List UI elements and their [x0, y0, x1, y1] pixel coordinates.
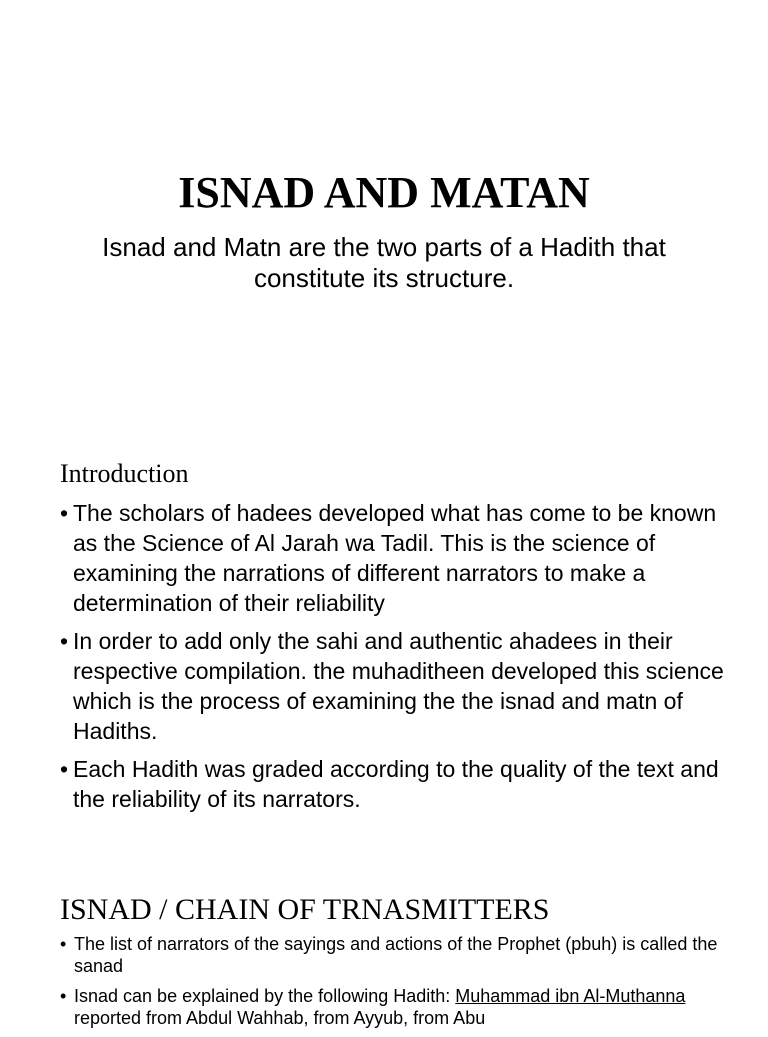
bullet-icon: • [60, 628, 69, 654]
list-item [60, 985, 740, 1029]
bullet-icon: • [60, 756, 69, 782]
list-item [60, 933, 740, 977]
bullet-icon: • [60, 986, 67, 1006]
list-item [60, 498, 740, 618]
bullet-icon: • [60, 934, 67, 954]
isnad-bullet-list [60, 933, 740, 1037]
introduction-heading: Introduction [60, 459, 189, 488]
list-item [60, 626, 740, 746]
bullet-text: Each Hadith was graded according to the quality of the text and the reliability of its narrators. [73, 756, 719, 812]
bullet-text: In order to add only the sahi and authentic ahadees in their respective compilation. the muhaditheen developed this science which is the process of examining the the isnad and matn of Hadiths. [73, 628, 724, 744]
title-slide [0, 0, 768, 440]
narrator-link[interactable]: Muhammad ibn Al-Muthanna [455, 986, 686, 1006]
bullet-text: The scholars of hadees developed what has come to be known as the Science of Al Jarah wa Tadil. This is the science of examining the narrations of different narrators to make a determination of their reliability [73, 500, 717, 616]
list-item [60, 754, 740, 814]
slide-subtitle: Isnad and Matn are the two parts of a Hadith that constitute its structure. [102, 232, 666, 293]
isnad-heading: ISNAD / CHAIN OF TRNASMITTERS [60, 893, 550, 926]
bullet-text: Isnad can be explained by the following Hadith: [74, 986, 456, 1006]
bullet-text: The list of narrators of the sayings and actions of the Prophet (pbuh) is called the sanad [74, 934, 718, 976]
slide-title: ISNAD AND MATAN [178, 168, 590, 217]
bullet-text-continued: reported from Abdul Wahhab, from Ayyub, from Abu [74, 1008, 486, 1028]
bullet-icon: • [60, 500, 69, 526]
introduction-bullet-list [60, 498, 740, 822]
